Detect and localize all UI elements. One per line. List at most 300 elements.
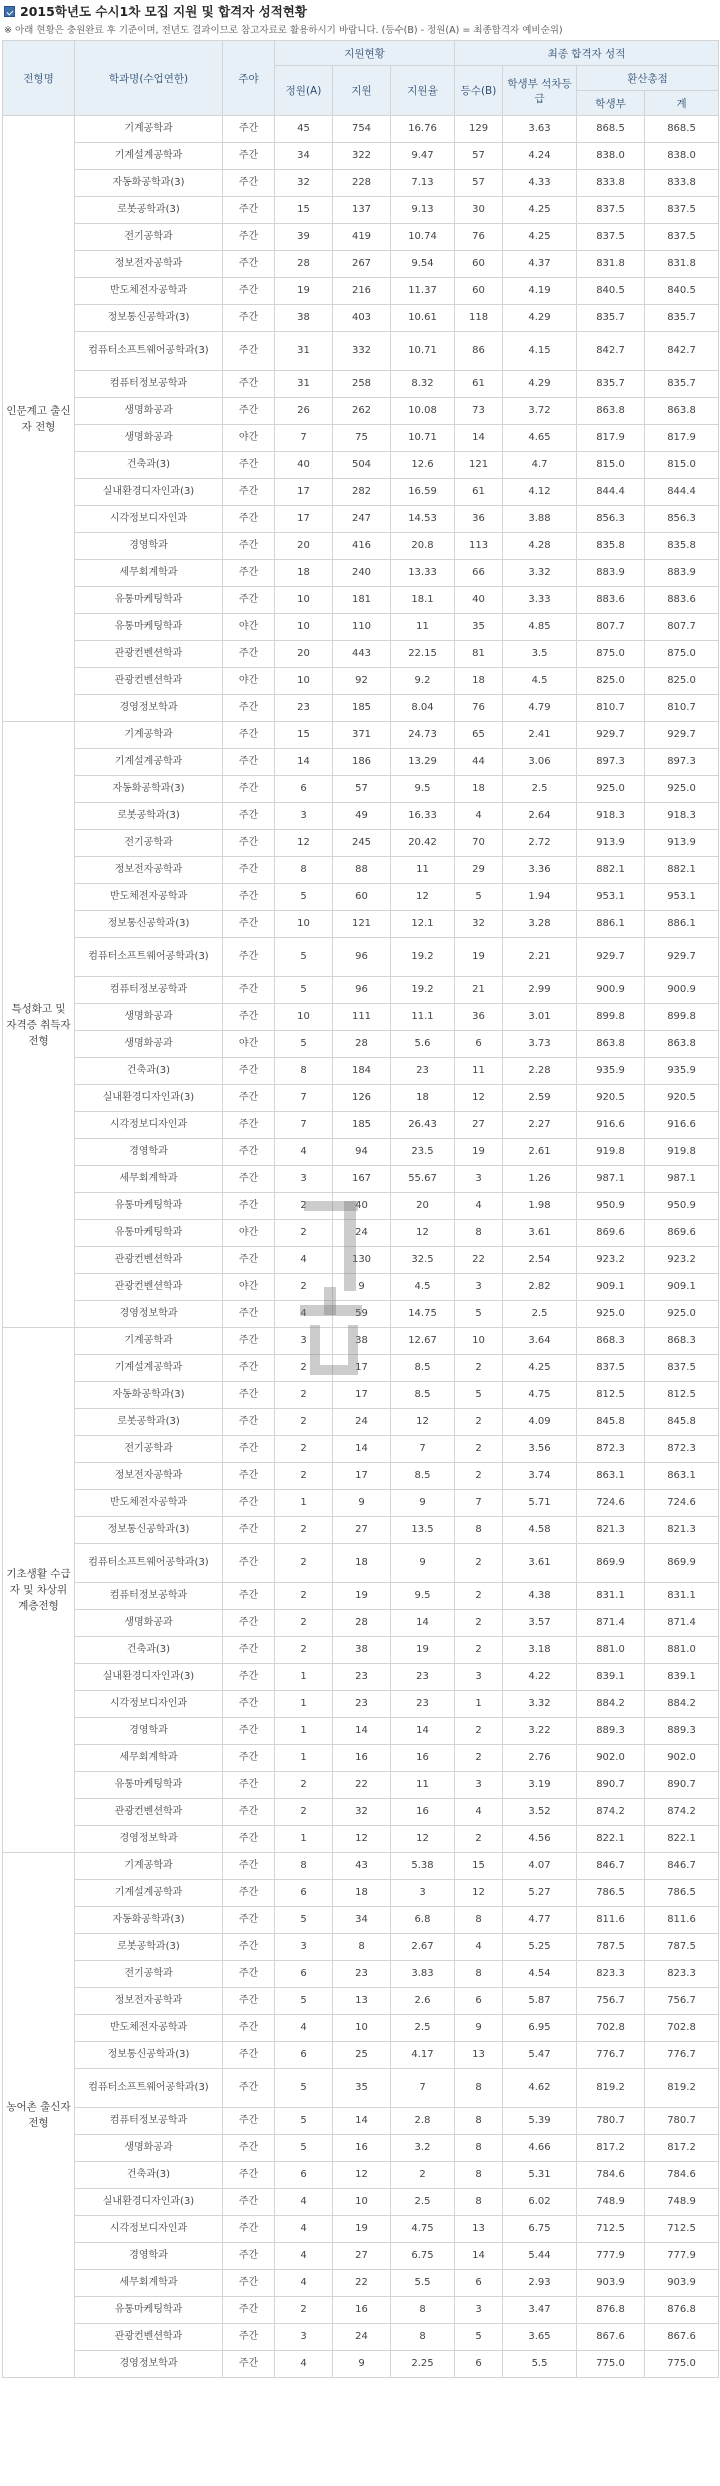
dept-cell: 경영학과 — [75, 533, 223, 560]
shift-cell: 주간 — [223, 2042, 275, 2069]
applicants-cell: 40 — [333, 1193, 391, 1220]
ratio-cell: 5.38 — [391, 1853, 455, 1880]
record-score-cell: 920.5 — [577, 1085, 645, 1112]
table-row — [3, 2270, 719, 2297]
shift-cell: 주간 — [223, 830, 275, 857]
ratio-cell: 6.75 — [391, 2243, 455, 2270]
header-apply-group: 지원현황 — [275, 41, 455, 66]
total-cell: 863.1 — [645, 1463, 719, 1490]
shift-cell: 주간 — [223, 1409, 275, 1436]
table-row — [3, 614, 719, 641]
total-cell: 817.9 — [645, 425, 719, 452]
quota-cell: 19 — [275, 278, 333, 305]
rank-cell: 27 — [455, 1112, 503, 1139]
rank-cell: 2 — [455, 1355, 503, 1382]
record-score-cell: 775.0 — [577, 2351, 645, 2378]
shift-cell: 주간 — [223, 1907, 275, 1934]
dept-cell: 시각정보디자인과 — [75, 506, 223, 533]
table-row — [3, 668, 719, 695]
shift-cell: 주간 — [223, 2216, 275, 2243]
applicants-cell: 27 — [333, 2243, 391, 2270]
dept-cell: 생명화공과 — [75, 1004, 223, 1031]
applicants-cell: 8 — [333, 1934, 391, 1961]
ratio-cell: 14.53 — [391, 506, 455, 533]
quota-cell: 5 — [275, 884, 333, 911]
rank-cell: 5 — [455, 1301, 503, 1328]
applicants-cell: 23 — [333, 1664, 391, 1691]
quota-cell: 6 — [275, 776, 333, 803]
rank-cell: 8 — [455, 2108, 503, 2135]
total-cell: 935.9 — [645, 1058, 719, 1085]
total-cell: 919.8 — [645, 1139, 719, 1166]
applicants-cell: 111 — [333, 1004, 391, 1031]
record-score-cell: 929.7 — [577, 722, 645, 749]
record-score-cell: 900.9 — [577, 977, 645, 1004]
dept-cell: 관광컨벤션학과 — [75, 1274, 223, 1301]
grade-cell: 3.72 — [503, 398, 577, 425]
grade-cell: 2.99 — [503, 977, 577, 1004]
dept-cell: 유통마케팅학과 — [75, 614, 223, 641]
quota-cell: 10 — [275, 614, 333, 641]
applicants-cell: 322 — [333, 143, 391, 170]
shift-cell: 주간 — [223, 2297, 275, 2324]
grade-cell: 5.27 — [503, 1880, 577, 1907]
total-cell: 875.0 — [645, 641, 719, 668]
grade-cell: 3.65 — [503, 2324, 577, 2351]
quota-cell: 4 — [275, 1247, 333, 1274]
shift-cell: 주간 — [223, 1382, 275, 1409]
record-score-cell: 876.8 — [577, 2297, 645, 2324]
applicants-cell: 14 — [333, 1718, 391, 1745]
shift-cell: 야간 — [223, 668, 275, 695]
applicants-cell: 14 — [333, 2108, 391, 2135]
applicants-cell: 88 — [333, 857, 391, 884]
ratio-cell: 2.8 — [391, 2108, 455, 2135]
table-row — [3, 197, 719, 224]
shift-cell: 주간 — [223, 1139, 275, 1166]
applicants-cell: 19 — [333, 2216, 391, 2243]
dept-cell: 관광컨벤션학과 — [75, 1799, 223, 1826]
grade-cell: 5.87 — [503, 1988, 577, 2015]
table-row — [3, 425, 719, 452]
shift-cell: 주간 — [223, 1610, 275, 1637]
dept-cell: 유통마케팅학과 — [75, 2297, 223, 2324]
quota-cell: 5 — [275, 1031, 333, 1058]
rank-cell: 8 — [455, 2135, 503, 2162]
total-cell: 842.7 — [645, 332, 719, 371]
record-score-cell: 868.3 — [577, 1328, 645, 1355]
total-cell: 903.9 — [645, 2270, 719, 2297]
grade-cell: 4.25 — [503, 1355, 577, 1382]
ratio-cell: 26.43 — [391, 1112, 455, 1139]
quota-cell: 8 — [275, 1853, 333, 1880]
table-row — [3, 2069, 719, 2108]
total-cell: 925.0 — [645, 776, 719, 803]
rank-cell: 3 — [455, 1664, 503, 1691]
rank-cell: 10 — [455, 1328, 503, 1355]
header-converted-group: 환산총점 — [577, 66, 719, 91]
rank-cell: 76 — [455, 695, 503, 722]
applicants-cell: 262 — [333, 398, 391, 425]
table-row — [3, 1220, 719, 1247]
quota-cell: 15 — [275, 197, 333, 224]
dept-cell: 반도체전자공학과 — [75, 2015, 223, 2042]
applicants-cell: 126 — [333, 1085, 391, 1112]
header-track: 전형명 — [3, 41, 75, 116]
quota-cell: 12 — [275, 830, 333, 857]
shift-cell: 주간 — [223, 1934, 275, 1961]
rank-cell: 4 — [455, 803, 503, 830]
shift-cell: 주간 — [223, 1718, 275, 1745]
page-title — [2, 0, 718, 22]
grade-cell: 2.59 — [503, 1085, 577, 1112]
quota-cell: 45 — [275, 116, 333, 143]
shift-cell: 주간 — [223, 479, 275, 506]
header-total: 계 — [645, 91, 719, 116]
dept-cell: 기계공학과 — [75, 1328, 223, 1355]
dept-cell: 유통마케팅학과 — [75, 1220, 223, 1247]
quota-cell: 6 — [275, 2042, 333, 2069]
shift-cell: 주간 — [223, 1085, 275, 1112]
dept-cell: 생명화공과 — [75, 1610, 223, 1637]
dept-cell: 관광컨벤션학과 — [75, 1247, 223, 1274]
ratio-cell: 11 — [391, 857, 455, 884]
shift-cell: 주간 — [223, 1517, 275, 1544]
record-score-cell: 872.3 — [577, 1436, 645, 1463]
grade-cell: 2.72 — [503, 830, 577, 857]
total-cell: 712.5 — [645, 2216, 719, 2243]
table-row — [3, 1772, 719, 1799]
dept-cell: 정보전자공학과 — [75, 857, 223, 884]
ratio-cell: 11.37 — [391, 278, 455, 305]
record-score-cell: 776.7 — [577, 2042, 645, 2069]
ratio-cell: 2.6 — [391, 1988, 455, 2015]
shift-cell: 주간 — [223, 1193, 275, 1220]
applicants-cell: 245 — [333, 830, 391, 857]
applicants-cell: 184 — [333, 1058, 391, 1085]
record-score-cell: 867.6 — [577, 2324, 645, 2351]
dept-cell: 경영학과 — [75, 2243, 223, 2270]
quota-cell: 3 — [275, 803, 333, 830]
quota-cell: 2 — [275, 1544, 333, 1583]
grade-cell: 3.47 — [503, 2297, 577, 2324]
total-cell: 913.9 — [645, 830, 719, 857]
applicants-cell: 130 — [333, 1247, 391, 1274]
shift-cell: 주간 — [223, 2189, 275, 2216]
table-row — [3, 1880, 719, 1907]
table-row — [3, 2108, 719, 2135]
rank-cell: 22 — [455, 1247, 503, 1274]
grade-cell: 3.22 — [503, 1718, 577, 1745]
rank-cell: 8 — [455, 1517, 503, 1544]
rank-cell: 14 — [455, 2243, 503, 2270]
applicants-cell: 282 — [333, 479, 391, 506]
applicants-cell: 35 — [333, 2069, 391, 2108]
ratio-cell: 22.15 — [391, 641, 455, 668]
header-applicants: 지원 — [333, 66, 391, 116]
ratio-cell: 16.76 — [391, 116, 455, 143]
table-row — [3, 116, 719, 143]
dept-cell: 세무회계학과 — [75, 2270, 223, 2297]
rank-cell: 8 — [455, 2069, 503, 2108]
header-shift: 주야 — [223, 41, 275, 116]
total-cell: 812.5 — [645, 1382, 719, 1409]
grade-cell: 3.18 — [503, 1637, 577, 1664]
total-cell: 702.8 — [645, 2015, 719, 2042]
total-cell: 833.8 — [645, 170, 719, 197]
ratio-cell: 7 — [391, 2069, 455, 2108]
shift-cell: 주간 — [223, 305, 275, 332]
grade-cell: 2.41 — [503, 722, 577, 749]
applicants-cell: 12 — [333, 2162, 391, 2189]
total-cell: 837.5 — [645, 1355, 719, 1382]
record-score-cell: 837.5 — [577, 197, 645, 224]
applicants-cell: 17 — [333, 1382, 391, 1409]
ratio-cell: 9.54 — [391, 251, 455, 278]
dept-cell: 정보통신공학과(3) — [75, 911, 223, 938]
rank-cell: 5 — [455, 1382, 503, 1409]
rank-cell: 8 — [455, 2189, 503, 2216]
quota-cell: 17 — [275, 506, 333, 533]
grade-cell: 4.25 — [503, 224, 577, 251]
table-row — [3, 1664, 719, 1691]
shift-cell: 주간 — [223, 776, 275, 803]
applicants-cell: 228 — [333, 170, 391, 197]
applicants-cell: 94 — [333, 1139, 391, 1166]
grade-cell: 4.22 — [503, 1664, 577, 1691]
table-row — [3, 1139, 719, 1166]
rank-cell: 19 — [455, 938, 503, 977]
table-row — [3, 278, 719, 305]
table-row — [3, 1718, 719, 1745]
quota-cell: 1 — [275, 1718, 333, 1745]
ratio-cell: 16 — [391, 1745, 455, 1772]
total-cell: 811.6 — [645, 1907, 719, 1934]
grade-cell: 4.33 — [503, 170, 577, 197]
dept-cell: 로봇공학과(3) — [75, 1934, 223, 1961]
rank-cell: 66 — [455, 560, 503, 587]
total-cell: 929.7 — [645, 938, 719, 977]
quota-cell: 1 — [275, 1664, 333, 1691]
dept-cell: 기계설계공학과 — [75, 749, 223, 776]
header-rank: 등수(B) — [455, 66, 503, 116]
ratio-cell: 9.5 — [391, 776, 455, 803]
ratio-cell: 7 — [391, 1436, 455, 1463]
quota-cell: 39 — [275, 224, 333, 251]
dept-cell: 경영정보학과 — [75, 1826, 223, 1853]
quota-cell: 28 — [275, 251, 333, 278]
shift-cell: 주간 — [223, 1853, 275, 1880]
rank-cell: 8 — [455, 1220, 503, 1247]
table-row — [3, 371, 719, 398]
applicants-cell: 185 — [333, 1112, 391, 1139]
shift-cell: 주간 — [223, 911, 275, 938]
table-row — [3, 884, 719, 911]
dept-cell: 로봇공학과(3) — [75, 803, 223, 830]
applicants-cell: 137 — [333, 197, 391, 224]
dept-cell: 생명화공과 — [75, 1031, 223, 1058]
record-score-cell: 871.4 — [577, 1610, 645, 1637]
applicants-cell: 332 — [333, 332, 391, 371]
applicants-cell: 23 — [333, 1961, 391, 1988]
applicants-cell: 9 — [333, 2351, 391, 2378]
total-cell: 929.7 — [645, 722, 719, 749]
rank-cell: 2 — [455, 1826, 503, 1853]
quota-cell: 5 — [275, 1988, 333, 2015]
shift-cell: 주간 — [223, 1691, 275, 1718]
rank-cell: 8 — [455, 1961, 503, 1988]
quota-cell: 4 — [275, 2270, 333, 2297]
quota-cell: 6 — [275, 2162, 333, 2189]
shift-cell: 주간 — [223, 695, 275, 722]
ratio-cell: 3.2 — [391, 2135, 455, 2162]
table-row — [3, 398, 719, 425]
dept-cell: 관광컨벤션학과 — [75, 641, 223, 668]
grade-cell: 1.94 — [503, 884, 577, 911]
shift-cell: 주간 — [223, 1544, 275, 1583]
record-score-cell: 817.9 — [577, 425, 645, 452]
record-score-cell: 881.0 — [577, 1637, 645, 1664]
table-row — [3, 1637, 719, 1664]
total-cell: 822.1 — [645, 1826, 719, 1853]
record-score-cell: 810.7 — [577, 695, 645, 722]
rank-cell: 13 — [455, 2216, 503, 2243]
shift-cell: 주간 — [223, 2015, 275, 2042]
dept-cell: 반도체전자공학과 — [75, 278, 223, 305]
record-score-cell: 863.8 — [577, 398, 645, 425]
table-row — [3, 938, 719, 977]
applicants-cell: 185 — [333, 695, 391, 722]
shift-cell: 주간 — [223, 1247, 275, 1274]
table-row — [3, 1301, 719, 1328]
record-score-cell: 756.7 — [577, 1988, 645, 2015]
rank-cell: 9 — [455, 2015, 503, 2042]
dept-cell: 반도체전자공학과 — [75, 1490, 223, 1517]
table-row — [3, 803, 719, 830]
shift-cell: 주간 — [223, 398, 275, 425]
quota-cell: 18 — [275, 560, 333, 587]
grade-cell: 4.12 — [503, 479, 577, 506]
total-cell: 835.8 — [645, 533, 719, 560]
dept-cell: 기계공학과 — [75, 116, 223, 143]
dept-cell: 기계설계공학과 — [75, 1355, 223, 1382]
quota-cell: 34 — [275, 143, 333, 170]
applicants-cell: 16 — [333, 2297, 391, 2324]
applicants-cell: 34 — [333, 1907, 391, 1934]
record-score-cell: 883.9 — [577, 560, 645, 587]
rank-cell: 6 — [455, 2270, 503, 2297]
shift-cell: 야간 — [223, 614, 275, 641]
shift-cell: 주간 — [223, 1463, 275, 1490]
rank-cell: 76 — [455, 224, 503, 251]
rank-cell: 18 — [455, 668, 503, 695]
record-score-cell: 897.3 — [577, 749, 645, 776]
rank-cell: 121 — [455, 452, 503, 479]
applicants-cell: 24 — [333, 1409, 391, 1436]
rank-cell: 8 — [455, 2162, 503, 2189]
ratio-cell: 2 — [391, 2162, 455, 2189]
record-score-cell: 923.2 — [577, 1247, 645, 1274]
shift-cell: 주간 — [223, 2351, 275, 2378]
quota-cell: 1 — [275, 1826, 333, 1853]
quota-cell: 2 — [275, 1517, 333, 1544]
shift-cell: 주간 — [223, 587, 275, 614]
total-cell: 889.3 — [645, 1718, 719, 1745]
rank-cell: 86 — [455, 332, 503, 371]
header-record-score: 학생부 — [577, 91, 645, 116]
table-row — [3, 1961, 719, 1988]
shift-cell: 주간 — [223, 2069, 275, 2108]
shift-cell: 주간 — [223, 2270, 275, 2297]
ratio-cell: 3 — [391, 1880, 455, 1907]
table-header — [3, 41, 719, 116]
ratio-cell: 8 — [391, 2297, 455, 2324]
total-cell: 837.5 — [645, 224, 719, 251]
shift-cell: 주간 — [223, 749, 275, 776]
record-score-cell: 835.7 — [577, 305, 645, 332]
quota-cell: 1 — [275, 1691, 333, 1718]
ratio-cell: 2.5 — [391, 2189, 455, 2216]
table-row — [3, 251, 719, 278]
record-score-cell: 916.6 — [577, 1112, 645, 1139]
shift-cell: 주간 — [223, 1355, 275, 1382]
quota-cell: 7 — [275, 425, 333, 452]
rank-cell: 81 — [455, 641, 503, 668]
applicants-cell: 110 — [333, 614, 391, 641]
shift-cell: 주간 — [223, 1166, 275, 1193]
grade-cell: 4.56 — [503, 1826, 577, 1853]
rank-cell: 113 — [455, 533, 503, 560]
total-cell: 856.3 — [645, 506, 719, 533]
grade-cell: 3.28 — [503, 911, 577, 938]
rank-cell: 12 — [455, 1880, 503, 1907]
shift-cell: 주간 — [223, 722, 275, 749]
record-score-cell: 913.9 — [577, 830, 645, 857]
grade-cell: 3.01 — [503, 1004, 577, 1031]
total-cell: 869.6 — [645, 1220, 719, 1247]
total-cell: 845.8 — [645, 1409, 719, 1436]
total-cell: 876.8 — [645, 2297, 719, 2324]
applicants-cell: 24 — [333, 1220, 391, 1247]
total-cell: 775.0 — [645, 2351, 719, 2378]
ratio-cell: 9.47 — [391, 143, 455, 170]
ratio-cell: 9.2 — [391, 668, 455, 695]
ratio-cell: 10.71 — [391, 425, 455, 452]
table-row — [3, 749, 719, 776]
record-score-cell: 815.0 — [577, 452, 645, 479]
total-cell: 923.2 — [645, 1247, 719, 1274]
dept-cell: 기계공학과 — [75, 1853, 223, 1880]
applicants-cell: 75 — [333, 425, 391, 452]
dept-cell: 생명화공과 — [75, 398, 223, 425]
record-score-cell: 918.3 — [577, 803, 645, 830]
ratio-cell: 16.33 — [391, 803, 455, 830]
rank-cell: 57 — [455, 143, 503, 170]
applicants-cell: 419 — [333, 224, 391, 251]
table-row — [3, 1409, 719, 1436]
total-cell: 883.9 — [645, 560, 719, 587]
rank-cell: 2 — [455, 1463, 503, 1490]
shift-cell: 주간 — [223, 2243, 275, 2270]
grade-cell: 3.63 — [503, 116, 577, 143]
applicants-cell: 28 — [333, 1031, 391, 1058]
record-score-cell: 856.3 — [577, 506, 645, 533]
applicants-cell: 92 — [333, 668, 391, 695]
record-score-cell: 845.8 — [577, 1409, 645, 1436]
ratio-cell: 10.71 — [391, 332, 455, 371]
shift-cell: 야간 — [223, 1220, 275, 1247]
ratio-cell: 5.6 — [391, 1031, 455, 1058]
